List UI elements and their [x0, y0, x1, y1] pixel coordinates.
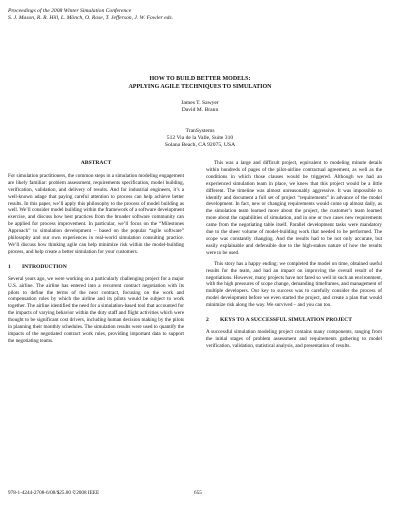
right-column: [206, 160, 382, 354]
title-line-2: APPLYING AGILE TECHNIQUES TO SIMULATION: [128, 83, 272, 90]
proceedings-header: [8, 8, 388, 22]
proceedings-editors: S. J. Mason, R. R. Hill, L. Mönch, O. Rose, T. Jefferson, J. W. Fowler eds.: [8, 15, 173, 22]
section-2-heading: [206, 317, 382, 324]
affiliation-street: 512 Via de la Valle, Suite 310: [166, 135, 234, 142]
right-paragraph-2: This story has a happy ending: we completed the model on time, obtained useful results for the team, and had an impact on improving the overall result of the negotiations. However, many projects have not fared so well in such an environment, with the high pressures of scope change, demanding timeframes, and management of multiple developers. Our key to success was to carefully consider the process of model development before we even started the project, and create a plan that would minimize risk along the way. We survived – and you can too.: [206, 260, 382, 309]
footer-isbn: 978-1-4244-2708-6/08/$25.00 ©2008 IEEE: [8, 490, 100, 496]
author-2: David M. Brann: [181, 107, 219, 114]
author-1: James T. Sawyer: [181, 100, 219, 106]
page-number: 655: [194, 490, 202, 496]
section-2-title: KEYS TO A SUCCESSFUL SIMULATION PROJECT: [220, 317, 352, 324]
section-1-heading: [8, 264, 184, 271]
abstract-text: For simulation practitioners, the common steps in a simulation modeling engagement are likely familiar: problem assessment, requirements specification, model building, verification, validation, and delivery of results. And for industrial engineers, it’s a well-known adage that paying careful attention to process can help achieve better results. In this paper, we’ll apply this philosophy to the process of model building as well. We’ll consider model building within the framework of a software development exercise, and discuss how best practices from the broader software community can be applied for process improvement. In particular, we’ll focus on the “Milestones Approach” to simulation development – based on the popular “agile software” philosophy and our own experiences in real-world simulation consulting practice. We’ll discuss how thinking agile can help minimize risk within the model-building process, and help create a better simulation for your customers.: [8, 172, 184, 255]
affiliation: [0, 128, 400, 150]
section-1-number: 1: [8, 263, 11, 270]
author-list: [0, 100, 400, 114]
affiliation-city: Solana Beach, CA 92075, USA: [164, 142, 236, 149]
section-1-title: INTRODUCTION: [22, 263, 67, 270]
section-2-number: 2: [206, 317, 209, 324]
abstract-heading: ABSTRACT: [80, 160, 112, 166]
right-paragraph-1: This was a large and difficult project, equivalent to modeling minute details within hundreds of pages of the pilot-airline contractual agreement, as well as the conditions in which those clauses would be triggered. Although we had an experienced simulation team in place, we knew that this project would be a little different. The timeline was almost unreasonably aggressive. It was impossible to identify and document a full set of project “requirements” in advance of the model development. In fact, new or changing requirements would come up almost daily, as the simulation team learned more about the project, the customer’s team learned more about the capabilities of simulation, and in one or two cases new requirements came from the negotiating table itself. Parallel development tasks were mandatory due to the sheer volume of model-building work that needed to be performed. The scope was constantly changing. And the results had to be not only accurate, but easily explainable and defensible due to the high-stakes nature of how the results were to be used.: [206, 160, 382, 256]
section-2-paragraph: A successful simulation modeling project contains many components, ranging from the initial stages of problem assessment and requirements gathering to model verification, validation, statistical analysis, and presentation of results.: [206, 328, 382, 349]
section-1-paragraph: Several years ago, we were working on a particularly challenging project for a major U.S. airline. The airline has entered into a recurrent contract negotiation with its pilots to define the terms of the next contract, focusing on the work and compensation rules by which the airline and its pilots would be subject to work together. The airline identified the need for a simulation-based tool that accounted for the impacts of varying behavior within the duty staff and flight activities which were thought to be significant cost drivers, including human decision making by the pilots in planning their monthly schedules. The simulation results were used to quantify the impacts of the negotiated contract work rules, providing important data to support the negotiating teams.: [8, 275, 184, 344]
paper-title: [0, 76, 400, 91]
title-line-1: HOW TO BUILD BETTER MODELS:: [149, 76, 251, 82]
left-column: [8, 160, 184, 349]
affiliation-org: TranSystems: [185, 128, 215, 134]
proceedings-title: Proceedings of the 2008 Winter Simulation Conference: [8, 8, 132, 14]
